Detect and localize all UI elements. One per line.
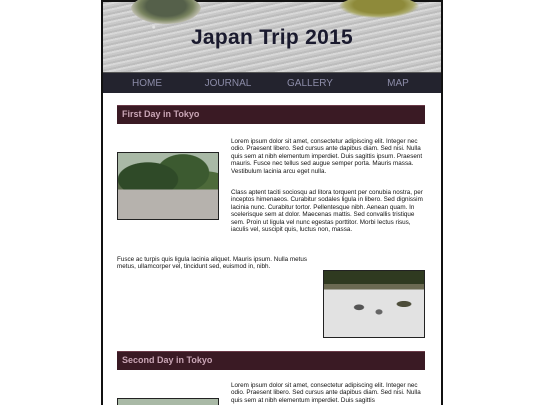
nav-home-link[interactable]: HOME [132, 77, 162, 89]
paragraph: Lorem ipsum dolor sit amet, consectetur adipiscing elit. Integer nec odio. Praesent libero. Sed cursus ante dapibus diam. Sed nisi. Nulla quis sem at nibh elementum imperdiet. Duis sagittis [231, 382, 421, 404]
tokyo-park-photo [117, 152, 219, 220]
paragraph: Class aptent taciti sociosqu ad litora torquent per conubia nostra, per inceptos himenaeos. Curabitur sodales ligula in libero. Sed dignissim lacinia nunc. Curabitur tortor. Pellentesque nibh. Aenean quam. In scelerisque sem at dolor. Maecenas mattis. Sed convallis tristique sem. Proin ut ligula vel nunc egestas porttitor. Morbi lectus risus, iaculis vel, suscipit quis, luctus non, massa. [231, 189, 423, 234]
zen-garden-photo [323, 270, 425, 338]
section-heading-bar [117, 105, 425, 124]
section-heading: Second Day in Tokyo [122, 355, 213, 365]
section-heading: First Day in Tokyo [122, 109, 200, 119]
garden-rock-image [131, 0, 201, 24]
tokyo-photo [117, 398, 219, 405]
page-frame [101, 0, 443, 405]
main-nav [103, 72, 441, 93]
nav-gallery-link[interactable]: GALLERY [287, 77, 333, 89]
section-heading-bar [117, 351, 425, 370]
header-banner [103, 0, 441, 74]
site-title: Japan Trip 2015 [190, 26, 354, 49]
nav-journal-link[interactable]: JOURNAL [204, 77, 252, 89]
paragraph: Lorem ipsum dolor sit amet, consectetur adipiscing elit. Integer nec odio. Praesent libero. Sed cursus ante dapibus diam. Sed nisi. Nulla quis sem at nibh elementum imperdiet. Duis sagittis ipsum. Praesent mauris. Fusce nec tellus sed augue semper porta. Mauris massa. Vestibulum lacinia arcu eget nulla. [231, 138, 423, 175]
nav-map-link[interactable]: MAP [387, 77, 409, 89]
paragraph: Fusce ac turpis quis ligula lacinia aliquet. Mauris ipsum. Nulla metus metus, ullamcorper vel, tincidunt sed, euismod in, nibh. [117, 256, 308, 271]
garden-rock-image [339, 0, 419, 18]
